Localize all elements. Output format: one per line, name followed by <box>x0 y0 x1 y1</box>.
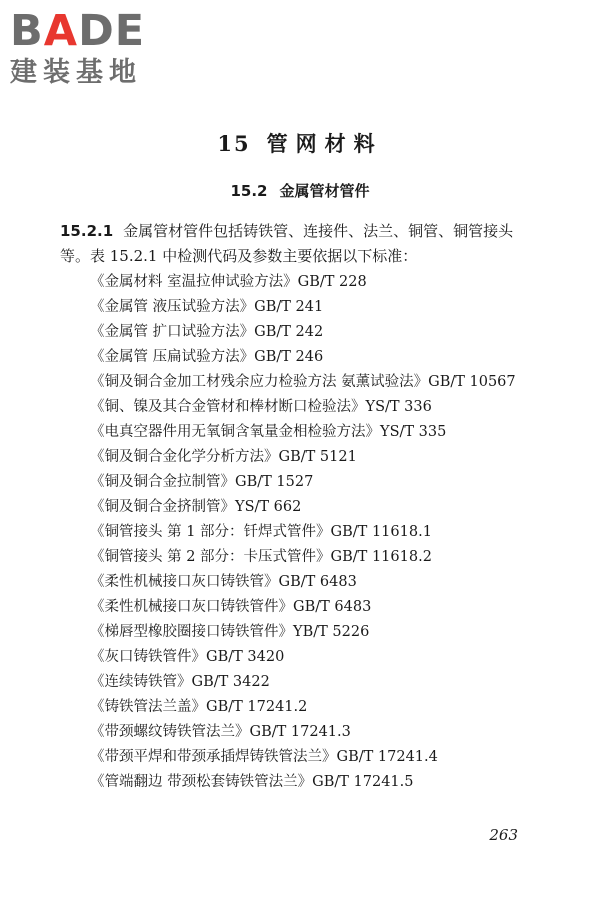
standard-item: 《金属材料 室温拉伸试验方法》GB/T 228 <box>90 274 367 290</box>
standards-list <box>60 270 540 795</box>
logo-letter-b: B <box>10 6 44 56</box>
standard-item: 《带颈螺纹铸铁管法兰》GB/T 17241.3 <box>90 724 351 740</box>
chapter-name: 管网材料 <box>266 131 383 156</box>
standard-item: 《铜及铜合金加工材残余应力检验方法 氨薰试验法》GB/T 10567 <box>90 374 516 390</box>
standard-item: 《铜及铜合金化学分析方法》GB/T 5121 <box>90 449 357 465</box>
standard-item: 《铜、镍及其合金管材和棒材断口检验法》YS/T 336 <box>90 399 432 415</box>
clause-paragraph <box>60 219 540 269</box>
logo-letter-a: A <box>43 6 79 56</box>
standard-item: 《金属管 扩口试验方法》GB/T 242 <box>90 324 324 340</box>
standard-item: 《金属管 压扁试验方法》GB/T 246 <box>90 349 324 365</box>
standard-item: 《铜及铜合金拉制管》GB/T 1527 <box>90 474 314 490</box>
standard-item: 《铸铁管法兰盖》GB/T 17241.2 <box>90 699 308 715</box>
logo-subtitle: 建装基地 <box>10 57 142 88</box>
section-title <box>0 180 600 201</box>
standard-item: 《管端翻边 带颈松套铸铁管法兰》GB/T 17241.5 <box>90 774 414 790</box>
standard-item: 《铜管接头 第 2 部分：卡压式管件》GB/T 11618.2 <box>90 549 432 565</box>
logo-letters-de: DE <box>78 6 146 56</box>
logo-wordmark <box>10 8 185 54</box>
standard-item: 《带颈平焊和带颈承插焊铸铁管法兰》GB/T 17241.4 <box>90 749 438 765</box>
standard-item: 《电真空器件用无氧铜含氧量金相检验方法》YS/T 335 <box>90 424 447 440</box>
clause-text: 金属管材管件包括铸铁管、连接件、法兰、铜管、铜管接头等。表 15.2.1 中检测代码及参数主要依据以下标准： <box>60 222 514 265</box>
standard-item: 《梯唇型橡胶圈接口铸铁管件》YB/T 5226 <box>90 624 370 640</box>
standard-item: 《金属管 液压试验方法》GB/T 241 <box>90 299 324 315</box>
chapter-title <box>0 128 600 158</box>
standard-item: 《柔性机械接口灰口铸铁管》GB/T 6483 <box>90 574 357 590</box>
standard-item: 《铜管接头 第 1 部分：钎焊式管件》GB/T 11618.1 <box>90 524 432 540</box>
bade-logo <box>10 8 185 88</box>
standard-item: 《连续铸铁管》GB/T 3422 <box>90 674 270 690</box>
section-name: 金属管材管件 <box>279 182 370 200</box>
standard-item: 《铜及铜合金挤制管》YS/T 662 <box>90 499 302 515</box>
standard-item: 《灰口铸铁管件》GB/T 3420 <box>90 649 285 665</box>
page-number: 263 <box>489 826 518 844</box>
section-number: 15.2 <box>230 182 268 200</box>
chapter-number: 15 <box>217 131 251 156</box>
standard-item: 《柔性机械接口灰口铸铁管件》GB/T 6483 <box>90 599 372 615</box>
clause-number: 15.2.1 <box>60 222 114 240</box>
